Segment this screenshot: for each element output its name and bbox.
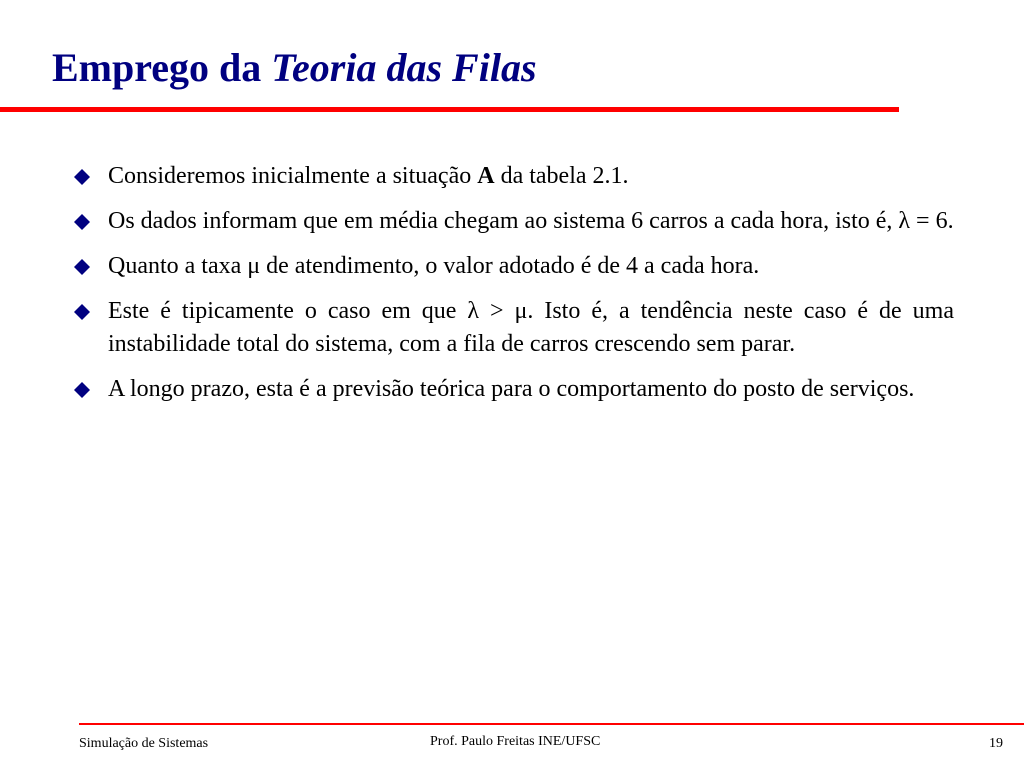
bullet-item [70, 160, 954, 193]
bullet-item [70, 373, 954, 406]
bullet-text: A longo prazo, esta é a previsão teórica para o comportamento do posto de serviços. [108, 376, 915, 402]
footer-author: Prof. Paulo Freitas INE/UFSC [430, 734, 601, 749]
bullet-text: Quanto a taxa μ de atendimento, o valor adotado é de 4 a cada hora. [108, 253, 760, 279]
bullet-item [70, 295, 954, 361]
bullet-text-post: da tabela 2.1. [494, 163, 629, 189]
diamond-bullet-icon [74, 382, 90, 398]
slide-title-prefix: Emprego da [52, 45, 272, 90]
diamond-bullet-icon [74, 304, 90, 320]
diamond-bullet-icon [74, 169, 90, 185]
bullet-text-bold: A [477, 163, 495, 189]
bullet-text: Os dados informam que em média chegam ao sistema 6 carros a cada hora, isto é, λ = 6. [108, 208, 954, 234]
bullet-item [70, 205, 954, 238]
slide-title [52, 44, 537, 92]
diamond-bullet-icon [74, 259, 90, 275]
bullet-text-pre: Consideremos inicialmente a situação [108, 163, 478, 189]
diamond-bullet-icon [74, 214, 90, 230]
slide-title-italic: Teoria das Filas [271, 45, 537, 90]
bullet-list [70, 160, 954, 418]
bullet-item [70, 250, 954, 283]
page-number: 19 [989, 736, 1003, 751]
footer-course-name: Simulação de Sistemas [79, 736, 209, 751]
footer-divider [79, 723, 1024, 725]
title-divider [0, 107, 899, 112]
bullet-text: Este é tipicamente o caso em que λ > μ. Isto é, a tendência neste caso é de uma instabilidade total do sistema, com a fila de carros crescendo sem parar. [108, 298, 954, 357]
